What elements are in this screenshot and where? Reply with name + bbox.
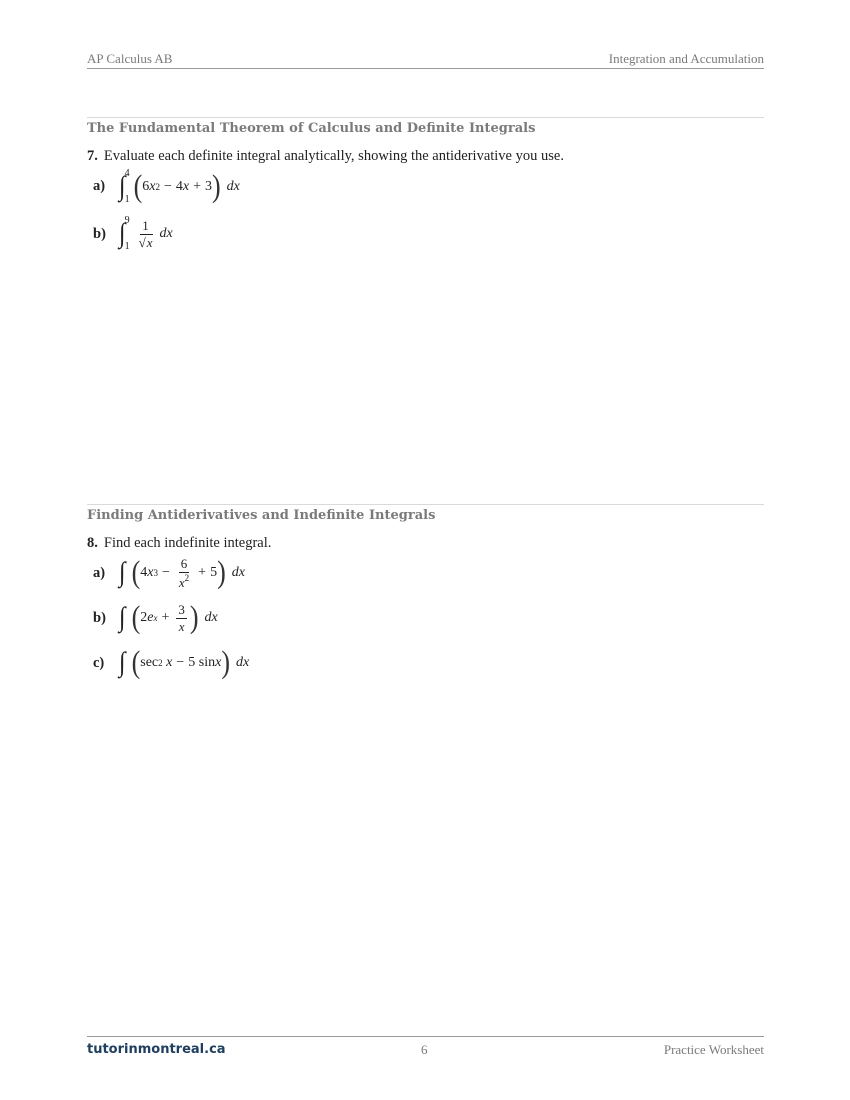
problem-number: 8. <box>87 535 98 551</box>
part-label: c) <box>93 655 105 671</box>
running-header-course: AP Calculus AB <box>87 51 173 66</box>
integral-sign: ∫ <box>119 219 126 249</box>
upper-bound: 4 <box>124 168 130 179</box>
fraction: $\frac{6}{x^2}$ <box>178 555 190 590</box>
problem-8 <box>87 535 271 552</box>
running-header-unit: Integration and Accumulation <box>608 51 764 66</box>
integral-expression: ∫ ( 4 x 3 − $\frac{6}{x^2}$ + 5 ) dx <box>119 555 245 590</box>
integral-expression: ∫ 4 1 ( 6 x 2 − 4 x + 3 ) dx <box>119 168 240 205</box>
fraction: $\frac{1}{√x}$ <box>138 217 153 250</box>
lower-bound: 1 <box>124 194 130 205</box>
problem-number: 7. <box>87 148 98 164</box>
part-label: b) <box>93 226 106 242</box>
page-number: 6 <box>421 1042 428 1057</box>
footer-website: tutorinmontreal.ca <box>87 1042 226 1057</box>
section-title: Finding Antiderivatives and Indefinite Integrals <box>87 508 436 523</box>
upper-bound: 9 <box>124 215 130 226</box>
section-divider <box>87 117 764 118</box>
integral-expression: ∫ ( sec 2 x − 5 sin x ) dx <box>119 645 250 680</box>
lower-bound: 1 <box>124 241 130 252</box>
fraction: $\frac{3}{x}$ <box>178 601 185 634</box>
integral-sign: ∫ <box>119 603 126 633</box>
integral-sign: ∫ <box>119 648 126 678</box>
problem-prompt: Evaluate each definite integral analytically, showing the antiderivative you use. <box>103 148 564 164</box>
part-label: a) <box>93 565 106 581</box>
integral-expression: ∫ ( 2 e x + $\frac{3}{x}$ ) dx <box>119 600 218 635</box>
integral-sign: ∫ <box>119 558 126 588</box>
problem-prompt: Find each indefinite integral. <box>103 535 272 551</box>
problem-7 <box>87 148 564 165</box>
header-rule <box>87 68 764 69</box>
part-label: b) <box>93 610 106 626</box>
part-label: a) <box>93 178 106 194</box>
section-divider <box>87 504 764 505</box>
integral-sign: ∫ <box>119 172 126 202</box>
integral-expression: ∫ 9 1 $\frac{1}{√x}$ dx <box>119 215 173 252</box>
footer-doc-type: Practice Worksheet <box>663 1042 764 1057</box>
section-title: The Fundamental Theorem of Calculus and Definite Integrals <box>87 121 536 136</box>
footer-rule <box>87 1036 764 1037</box>
